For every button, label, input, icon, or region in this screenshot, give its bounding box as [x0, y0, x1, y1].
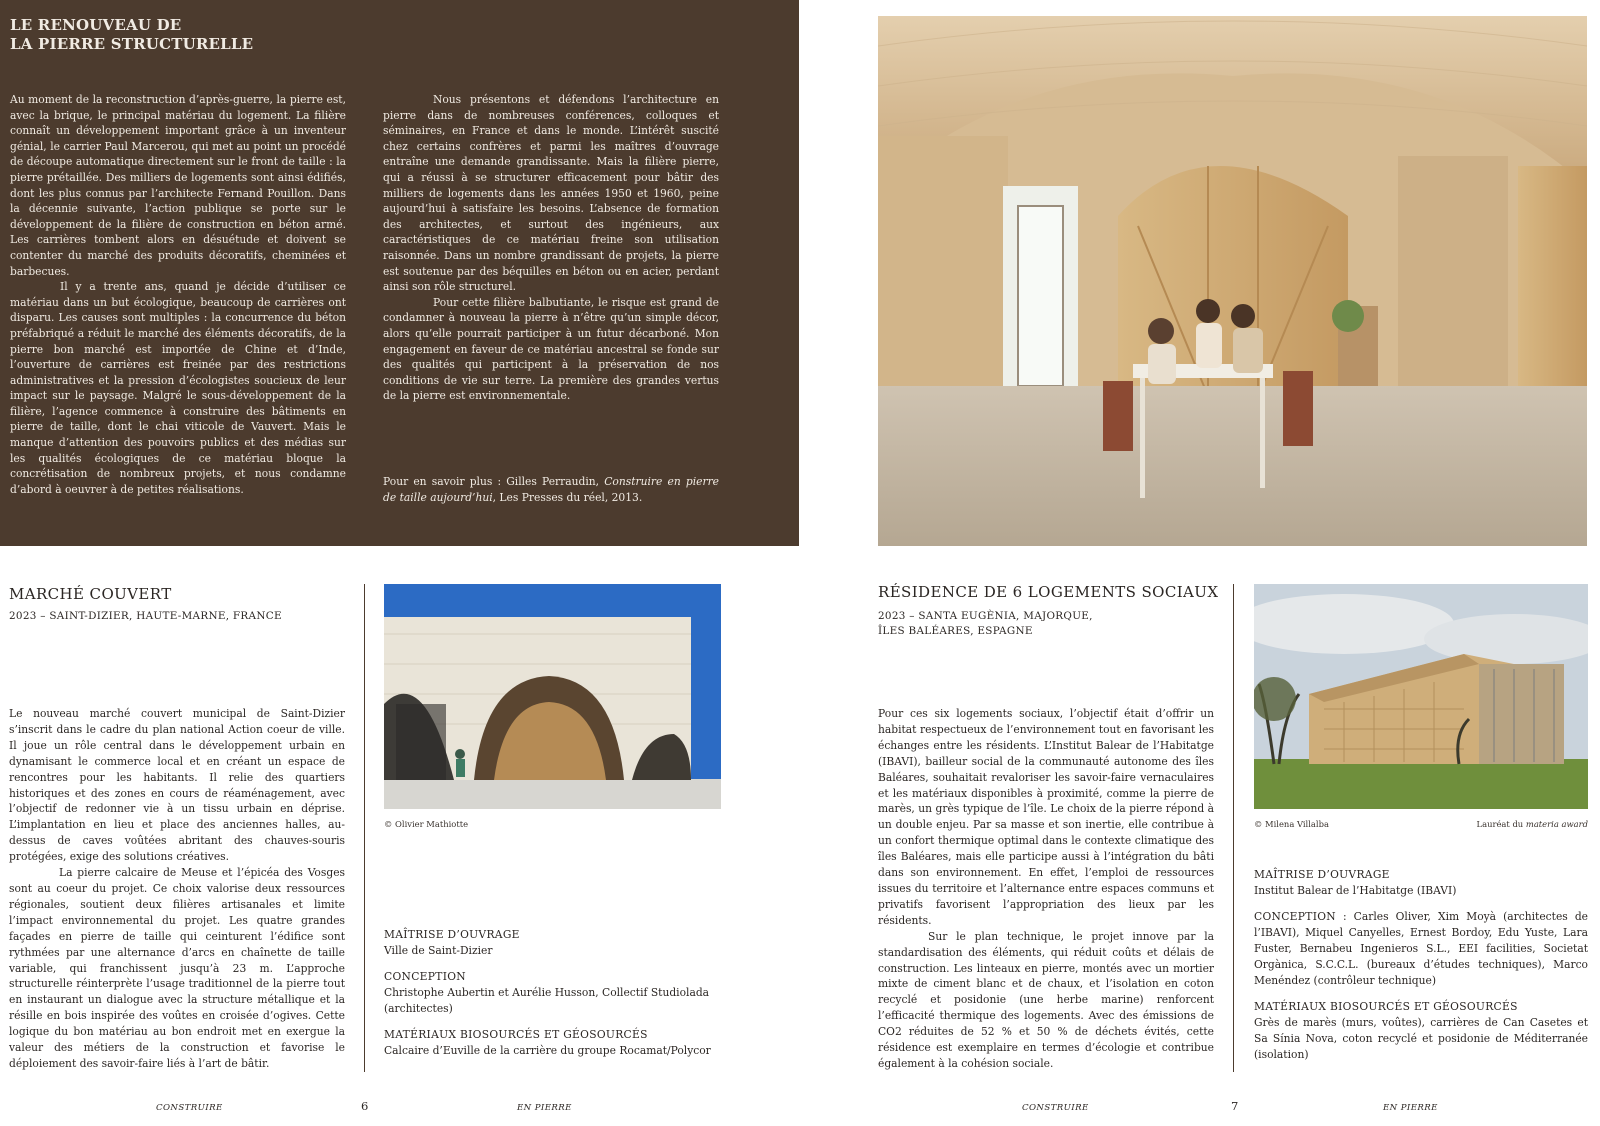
market-title: MARCHÉ COUVERT: [9, 585, 172, 603]
residence-owner-value: Institut Balear de l’Habitatge (IBAVI): [1254, 884, 1457, 897]
residence-photo-illustration: [1254, 584, 1588, 809]
residence-materials-label: MATÉRIAUX BIOSOURCÉS ET GÉOSOURCÉS: [1254, 1000, 1518, 1013]
market-materials-label: MATÉRIAUX BIOSOURCÉS ET GÉOSOURCÉS: [384, 1028, 648, 1041]
residence-owner-block: [1254, 867, 1588, 899]
market-materials-block: [384, 1027, 729, 1059]
award-name: materia award: [1525, 819, 1588, 829]
running-footer-left-2: EN PIERRE: [517, 1103, 572, 1113]
running-footer-right-2: EN PIERRE: [1383, 1103, 1438, 1113]
intro-title-line-1: LE RENOUVEAU DE: [10, 16, 182, 34]
market-paragraph: Le nouveau marché couvert municipal de Saint-Dizier s’inscrit dans le cadre du plan national Action coeur de ville. Il joue un rôle central dans le développement urbain en dynamisant le commerce local et en créant un espace de rencontres pour les habitants. Il relie des quartiers historiques et des zones en cours de réaménagement, avec l’objectif de redonner vie à un tissu urbain en déprise. L’implantation en lieu et place des anciennes halles, au-dessus de caves voûtées abritant des chauves-souris protégées, exige des solutions créatives.: [9, 707, 345, 864]
column-divider: [364, 584, 365, 1072]
intro-paragraph: Pour cette filière balbutiante, le risque est grand de condamner à nouveau la pierre à n’être qu’un simple décor, alors qu’elle pourrait participer à un futur décarboné. Mon engagement en faveur de ce matériau ancestral se fonde sur des qualités qui participent à la préservation de nos conditions de vie sur terre. La première des grandes vertus de la pierre est environnementale.: [383, 295, 719, 403]
market-body: [9, 706, 345, 1072]
intro-paragraph: Nous présentons et défendons l’architecture en pierre dans de nombreuses conférences, colloques et séminaires, en France et dans le monde. L’intérêt suscité chez certains confrères et parmi les maîtres d’ouvrage entraîne une demande grandissante. Mais la filière pierre, qui a réussi à se structurer efficacement pour bâtir des milliers de logements dans les années 1950 et 1960, peine aujourd’hui à satisfaire les besoins. L’absence de formation des architectes, et surtout des ingénieurs, aux caractéristiques de ce matériau freine son utilisation raisonnée. Dans un nombre grandissant de projets, la pierre est soutenue par des béquilles en béton ou en acier, perdant ainsi son rôle structurel.: [383, 93, 719, 294]
residence-owner-label: MAÎTRISE D’OUVRAGE: [1254, 868, 1390, 881]
residence-subtitle: [878, 609, 1093, 639]
residence-materials-block: [1254, 999, 1588, 1063]
market-design-label: CONCEPTION: [384, 970, 466, 983]
residence-materials-value: Grès de marès (murs, voûtes), carrières de Can Casetes et Sa Sínia Nova, coton recyclé et posidonie de Méditerranée (isolation): [1254, 1016, 1588, 1061]
further-reading: [383, 474, 719, 506]
further-reading-suffix: , Les Presses du réel, 2013.: [492, 491, 643, 504]
market-owner-block: [384, 927, 729, 959]
award-note: [1470, 819, 1588, 830]
running-footer-right: CONSTRUIRE: [1022, 1103, 1089, 1113]
residence-photo: [1254, 584, 1588, 809]
intro-column-2: [383, 92, 719, 404]
further-reading-book-title: Construire en pierre de taille aujourd’hui: [383, 475, 720, 504]
market-photo: [384, 584, 721, 809]
market-design-block: [384, 969, 729, 1017]
residence-design-label: CONCEPTION: [1254, 910, 1336, 923]
intro-paragraph: Il y a trente ans, quand je décide d’utiliser ce matériau dans un but écologique, beaucoup de carrières ont disparu. Les causes sont multiples : la concurrence du béton préfabriqué a réduit le marché des éléments décoratifs, de la pierre bon marché est importée de Chine et d’Inde, l’ouverture de carrières est freinée par des restrictions administratives et la pression d’écologistes soucieux de leur impact sur le paysage. Malgré le sous-développement de la filière, l’agence commence à construire des bâtiments en pierre de taille, dont le chai viticole de Vauvert. Mais le manque d’attention des pouvoirs publics et des médias sur les qualités écologiques de ce matériau bloque la concrétisation de nombreux projets, et nous condamne d’abord à oeuvrer à de petites réalisations.: [10, 280, 346, 496]
market-owner-value: Ville de Saint-Dizier: [384, 944, 493, 957]
market-design-value: Christophe Aubertin et Aurélie Husson, Collectif Studiolada (architectes): [384, 986, 710, 1015]
page-number-right: 7: [1231, 1099, 1239, 1113]
further-reading-prefix: Pour en savoir plus : Gilles Perraudin,: [383, 475, 605, 488]
intro-title-line-2: LA PIERRE STRUCTURELLE: [10, 35, 254, 53]
interior-photo: [878, 16, 1587, 546]
intro-column-1: [10, 92, 346, 497]
residence-paragraph: Pour ces six logements sociaux, l’objectif était d’offrir un habitat respectueux de l’environnement tout en favorisant les échanges entre les résidents. L’Institut Balear de l’Habitatge (IBAVI), bailleur social de la communauté autonome des îles Baléares, souhaitait revaloriser les savoir-faire vernaculaires et les matériaux disponibles à proximité, comme la pierre de marès, un grès typique de l’île. Le choix de la pierre répond à un double enjeu. Par sa masse et son inertie, elle contribue à un confort thermique optimal dans le contexte climatique des îles Baléares, mais elle participe aussi à l’intégration du bâti dans son environnement. En effet, l’emploi de ressources issues du territoire et l’alternance entre espaces communs et privatifs favorisent l’appropriation des lieux par les résidents.: [878, 707, 1214, 927]
market-subtitle: 2023 – SAINT-DIZIER, HAUTE-MARNE, FRANCE: [9, 610, 282, 622]
market-materials-value: Calcaire d’Euville de la carrière du groupe Rocamat/Polycor: [384, 1044, 711, 1057]
interior-photo-illustration: [878, 16, 1587, 546]
residence-design-block: [1254, 909, 1588, 989]
market-owner-label: MAÎTRISE D’OUVRAGE: [384, 928, 520, 941]
residence-paragraph: Sur le plan technique, le projet innove par la standardisation des éléments, qui réduit coûts et délais de construction. Les linteaux en pierre, montés avec un mortier mixte de ciment blanc et de chaux, et l’isolation en coton recyclé et posidonie (une herbe marine) renforcent l’efficacité thermique des logements. Avec des émissions de CO2 réduites de 52 % et 50 % de déchets évités, cette résidence est exemplaire en termes d’écologie et contribue également à la cohésion sociale.: [878, 929, 1214, 1070]
market-photo-illustration: [384, 584, 721, 809]
residence-title: RÉSIDENCE DE 6 LOGEMENTS SOCIAUX: [878, 583, 1219, 601]
residence-design-value: : Carles Oliver, Xim Moyà (architectes de l’IBAVI), Miquel Canyelles, Ernest Bordoy, Edu Yuste, Lara Fuster, Bernabeu Ingenieros S.L., EEI facilities, Societat Orgànica, S.C.C.L. (bureaux d’études techniques), Marco Menéndez (contrôleur technique): [1254, 910, 1588, 987]
residence-subtitle-line-2: ÎLES BALÉARES, ESPAGNE: [878, 625, 1033, 637]
intro-title: [10, 16, 253, 54]
award-prefix: Lauréat du: [1476, 819, 1526, 829]
residence-body: [878, 706, 1214, 1072]
running-footer-left: CONSTRUIRE: [156, 1103, 223, 1113]
residence-subtitle-line-1: 2023 – SANTA EUGÈNIA, MAJORQUE,: [878, 610, 1093, 622]
residence-credits: [1254, 867, 1588, 1073]
column-divider: [1233, 584, 1234, 1072]
residence-photo-credit: © Milena Villalba: [1254, 819, 1329, 829]
page-number-left: 6: [361, 1099, 369, 1113]
market-credits: [384, 927, 729, 1069]
market-photo-credit: © Olivier Mathiotte: [384, 819, 469, 829]
market-paragraph: La pierre calcaire de Meuse et l’épicéa des Vosges sont au coeur du projet. Ce choix valorise deux ressources régionales, soutient deux filières artisanales et limite l’impact environnemental du projet. Les quatre grandes façades en pierre de taille qui ceinturent l’édifice sont rythmées par une alternance d’arcs en chaînette de taille variable, qui franchissent jusqu’à 23 m. L’approche structurelle réinterprète l’usage traditionnel de la pierre tout en instaurant un dialogue avec la structure métallique et la résille en bois inspirée des voûtes en croisée d’ogives. Cette logique du bon matériau au bon endroit met en exergue la valeur des métiers de la construction et favorise le déploiement des savoir-faire liés à l’art de bâtir.: [9, 866, 345, 1070]
intro-paragraph: Au moment de la reconstruction d’après-guerre, la pierre est, avec la brique, le principal matériau du logement. La filière connaît un développement important grâce à un inventeur génial, le carrier Paul Marcerou, qui met au point un procédé de découpe automatique directement sur le front de taille : la pierre prétaillée. Des milliers de logements sont ainsi édifiés, dont les plus connus par l’architecte Fernand Pouillon. Dans la décennie suivante, l’action publique se porte sur le développement de la filière de construction en béton armé. Les carrières tombent alors en désuétude et doivent se contenter du marché des produits décoratifs, cheminées et barbecues.: [10, 93, 346, 278]
